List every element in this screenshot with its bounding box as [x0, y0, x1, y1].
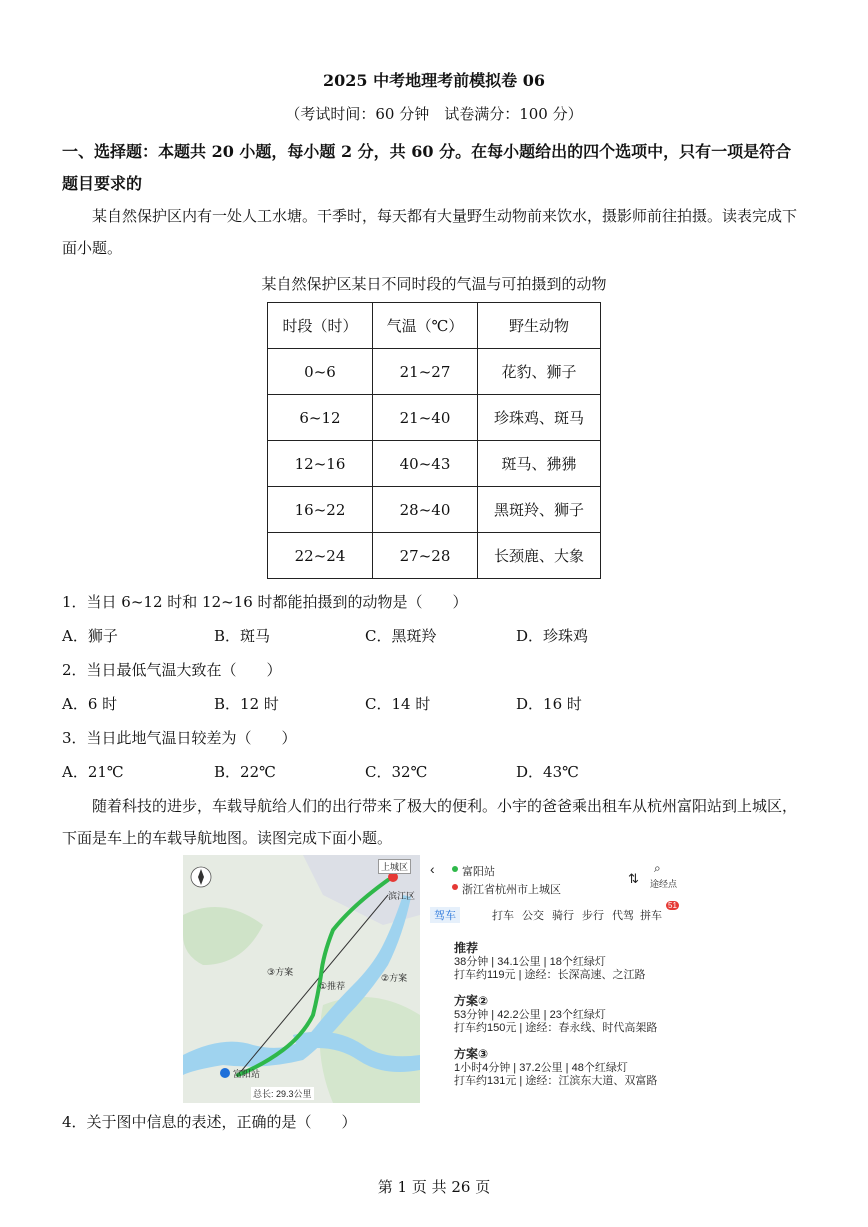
table-cell: 22~24	[268, 533, 373, 579]
plan-name[interactable]: 方案②	[454, 994, 489, 1008]
question-2-option-a[interactable]: A．6 时	[62, 695, 118, 713]
question-1-stem: 1．当日 6~12 时和 12~16 时都能拍摄到的动物是（ ）	[62, 593, 468, 611]
section-heading: 一、选择题：本题共 20 小题，每小题 2 分，共 60 分。在每小题给出的四个选项中，只有一项是符合题目要求的	[62, 142, 792, 193]
table-cell: 珍珠鸡、斑马	[478, 395, 601, 441]
table-header: 气温（℃）	[373, 303, 478, 349]
swap-icon[interactable]: ⇅	[628, 871, 639, 886]
plan-detail: 打车约131元 | 途经：江滨东大道、双富路	[454, 1075, 658, 1087]
table-cell: 斑马、狒狒	[478, 441, 601, 487]
table-cell: 黑斑羚、狮子	[478, 487, 601, 533]
table-cell: 0~6	[268, 349, 373, 395]
plan2-label: ②方案	[381, 973, 408, 983]
table-row	[268, 441, 601, 487]
end-label: 上城区	[378, 859, 411, 874]
question-3-option-d[interactable]: D．43℃	[516, 763, 579, 781]
mode-drive[interactable]: 驾车	[430, 907, 460, 923]
question-3-option-a[interactable]: A．21℃	[62, 763, 124, 781]
question-3-option-c[interactable]: C．32℃	[365, 763, 428, 781]
table-header: 时段（时）	[268, 303, 373, 349]
table-row	[268, 533, 601, 579]
plan-name[interactable]: 推荐	[454, 941, 479, 955]
data-table	[267, 302, 601, 579]
tab-carpool[interactable]: 拼车	[640, 910, 662, 922]
question-2-stem: 2．当日最低气温大致在（ ）	[62, 661, 282, 679]
question-1-option-d[interactable]: D．珍珠鸡	[516, 627, 589, 645]
total-distance: 总长: 29.3公里	[253, 1089, 312, 1099]
table-row	[268, 349, 601, 395]
table-header-row	[268, 303, 601, 349]
plan-summary: 53分钟 | 42.2公里 | 23个红绿灯	[454, 1009, 606, 1021]
plan-summary: 1小时4分钟 | 37.2公里 | 48个红绿灯	[454, 1062, 628, 1074]
plan1-label: ①推荐	[319, 981, 346, 991]
start-dot-icon	[452, 866, 458, 872]
passage-2: 随着科技的进步，车载导航给人们的出行带来了极大的便利。小宇的爸爸乘出租车从杭州富阳站到上城区，下面是车上的车载导航地图。读图完成下面小题。	[62, 797, 798, 847]
question-2-option-b[interactable]: B．12 时	[214, 695, 279, 713]
start-label: 富阳站	[233, 1069, 261, 1079]
destination-field[interactable]: 浙江省杭州市上城区	[462, 884, 561, 896]
tab-driver[interactable]: 代驾	[612, 910, 634, 922]
tab-taxi[interactable]: 打车	[492, 910, 514, 922]
plan-summary: 38分钟 | 34.1公里 | 18个红绿灯	[454, 956, 606, 968]
question-1-option-c[interactable]: C．黑斑羚	[365, 627, 437, 645]
tab-walk[interactable]: 步行	[582, 910, 604, 922]
table-cell: 12~16	[268, 441, 373, 487]
table-cell: 6~12	[268, 395, 373, 441]
exam-info: （考试时间：60 分钟 试卷满分：100 分）	[285, 105, 583, 123]
end-dot-icon	[452, 884, 458, 890]
district-label: 滨江区	[388, 891, 416, 901]
question-3-stem: 3．当日此地气温日较差为（ ）	[62, 729, 297, 747]
question-2-option-c[interactable]: C．14 时	[365, 695, 431, 713]
table-cell: 长颈鹿、大象	[478, 533, 601, 579]
waypoint-button[interactable]: 途经点	[650, 879, 678, 889]
notification-badge: 51	[668, 901, 677, 910]
plan3-label: ③方案	[267, 967, 294, 977]
table-caption: 某自然保护区某日不同时段的气温与可拍摄到的动物	[261, 275, 607, 293]
route-panel	[428, 855, 683, 1103]
question-4-stem: 4．关于图中信息的表述，正确的是（ ）	[62, 1113, 357, 1131]
question-1-option-b[interactable]: B．斑马	[214, 627, 271, 645]
table-cell: 花豹、狮子	[478, 349, 601, 395]
back-icon[interactable]: ‹	[430, 861, 435, 877]
table-row	[268, 395, 601, 441]
table-cell: 40~43	[373, 441, 478, 487]
plan-detail: 打车约150元 | 途经：春永线、时代高架路	[454, 1022, 658, 1034]
plan-name[interactable]: 方案③	[454, 1047, 489, 1061]
question-1-option-a[interactable]: A．狮子	[62, 627, 118, 645]
table-cell: 16~22	[268, 487, 373, 533]
table-header: 野生动物	[478, 303, 601, 349]
table-cell: 28~40	[373, 487, 478, 533]
navigation-map	[183, 855, 420, 1103]
tab-cycle[interactable]: 骑行	[552, 910, 574, 922]
table-cell: 21~40	[373, 395, 478, 441]
tab-transit[interactable]: 公交	[522, 910, 544, 922]
paper-title: 2025 中考地理考前模拟卷 06	[323, 71, 545, 90]
table-cell: 27~28	[373, 533, 478, 579]
question-2-option-d[interactable]: D．16 时	[516, 695, 582, 713]
table-cell: 21~27	[373, 349, 478, 395]
passage-1: 某自然保护区内有一处人工水塘。干季时，每天都有大量野生动物前来饮水，摄影师前往拍摄。读表完成下面小题。	[62, 207, 798, 257]
table-row	[268, 487, 601, 533]
search-icon[interactable]: ⌕	[654, 861, 661, 875]
page-footer: 第 1 页 共 26 页	[377, 1178, 491, 1196]
question-3-option-b[interactable]: B．22℃	[214, 763, 276, 781]
origin-field[interactable]: 富阳站	[462, 866, 495, 878]
plan-detail: 打车约119元 | 途经：长深高速、之江路	[454, 969, 646, 981]
